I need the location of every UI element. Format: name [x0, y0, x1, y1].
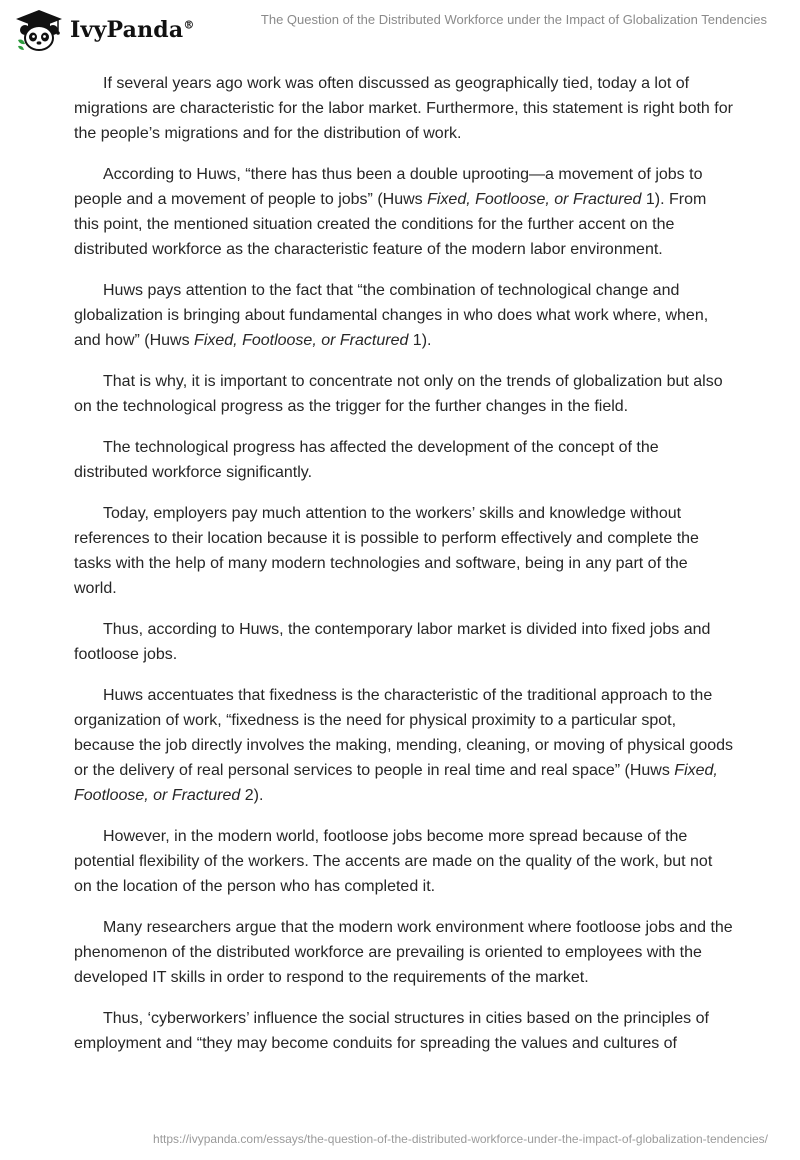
cited-work-title: Fixed, Footloose, or Fractured: [427, 191, 642, 208]
paragraph: Thus, according to Huws, the contemporary labor market is divided into fixed jobs and footloose jobs.: [74, 621, 711, 663]
paragraph: According to Huws, “there has thus been a double uprooting—a movement of jobs to people and a movement of people to jobs” (Huws Fixed, Footloose, or Fractured 1). From this point, the mentioned situation created the conditions for the further accent on the distributed workforce as the characteristic feature of the modern labor environment.: [74, 166, 707, 258]
document-title: The Question of the Distributed Workforce under the Impact of Globalization Tendencies: [260, 12, 767, 27]
cited-work-title: Fixed, Footloose, or Fractured: [194, 332, 409, 349]
paragraph: Huws accentuates that fixedness is the characteristic of the traditional approach to the organization of work, “fixedness is the need for physical proximity to a particular spot, because the job directly involves the making, mending, cleaning, or moving of physical goods or the delivery of real personal services to people in real time and real space” (Huws Fixed, Footloose, or Fractured 2).: [74, 687, 734, 804]
essay-body: [74, 71, 734, 1072]
paragraph: Today, employers pay much attention to the workers’ skills and knowledge without references to their location because it is possible to perform effectively and complete the tasks with the help of many modern technologies and software, being in any part of the world.: [74, 505, 699, 597]
paragraph: Many researchers argue that the modern work environment where footloose jobs and the phenomenon of the distributed workforce are prevailing is oriented to employees with the developed IT skills in order to respond to the requirements of the market.: [74, 919, 733, 986]
paragraph: Huws pays attention to the fact that “the combination of technological change and globalization is bringing about fundamental changes in who does what work where, when, and how” (Huws Fixed, Footloose, or Fractured 1).: [74, 282, 709, 349]
source-url[interactable]: https://ivypanda.com/essays/the-question-of-the-distributed-workforce-under-the-impact-of-globalization-tendencies/: [153, 1132, 768, 1146]
ivypanda-logo[interactable]: [14, 8, 195, 52]
paragraph: If several years ago work was often discussed as geographically tied, today a lot of migrations are characteristic for the labor market. Furthermore, this statement is right both for the people’s migrations and for the distribution of work.: [74, 75, 733, 142]
brand-name: IvyPanda®: [70, 17, 195, 43]
cited-work-title: Fixed, Footloose, or Fractured: [74, 762, 718, 804]
paragraph: Thus, ‘cyberworkers’ influence the social structures in cities based on the principles of employment and “they may become conduits for spreading the values and cultures of: [74, 1010, 709, 1052]
page-header: [0, 0, 800, 62]
paragraph: The technological progress has affected the development of the concept of the distributed workforce significantly.: [74, 439, 659, 481]
paragraph: However, in the modern world, footloose jobs become more spread because of the potential flexibility of the workers. The accents are made on the quality of the work, but not on the location of the person who has completed it.: [74, 828, 713, 895]
panda-graduate-icon: [14, 8, 64, 52]
paragraph: That is why, it is important to concentrate not only on the trends of globalization but also on the technological progress as the trigger for the further changes in the field.: [74, 373, 723, 415]
